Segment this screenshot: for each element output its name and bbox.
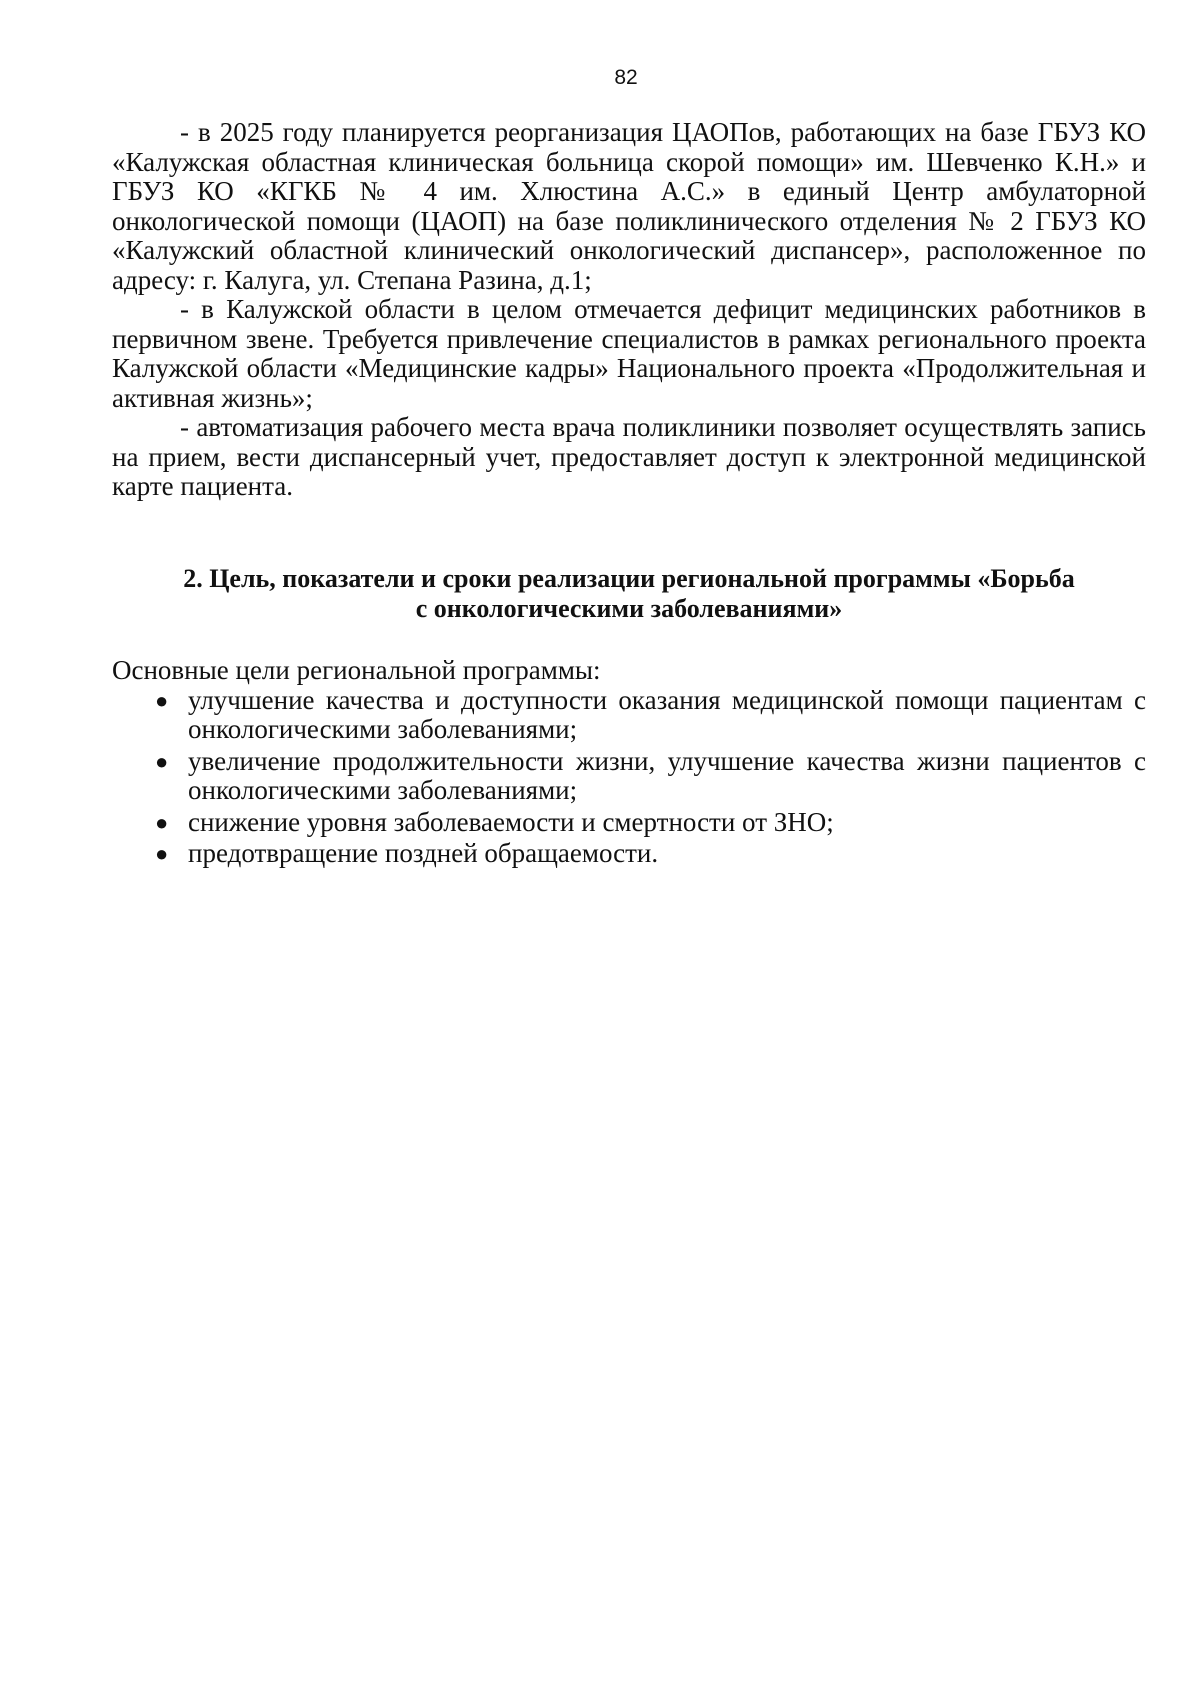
section-heading-line-1: 2. Цель, показатели и сроки реализации региональной программы «Борьба [183, 564, 1075, 593]
goals-block [112, 656, 1146, 871]
goal-text: улучшение качества и доступности оказания медицинской помощи пациентам с онкологическими заболеваниями; [188, 684, 1146, 744]
paragraph-reorganization: - в 2025 году планируется реорганизация ЦАОПов, работающих на базе ГБУЗ КО «Калужская областная клиническая больница скорой помощи» им. Шевченко К.Н.» и ГБУЗ КО «КГКБ № 4 им. Хлюстина А.С.» в единый Центр амбулаторной онкологической помощи (ЦАОП) на базе поликлинического отделения № 2 ГБУЗ КО «Калужский областной клинический онкологический диспансер», расположенное по адресу: г. Калуга, ул. Степана Разина, д.1; [112, 117, 1146, 295]
goals-list [112, 686, 1146, 869]
list-item [112, 808, 1146, 838]
bullet-icon: ● [155, 841, 169, 866]
list-item [112, 747, 1146, 806]
bullet-icon: ● [155, 748, 169, 774]
goal-text: увеличение продолжительности жизни, улучшение качества жизни пациентов с онкологическими заболеваниями; [188, 745, 1146, 805]
list-item [112, 686, 1146, 745]
section-heading-line-2: с онкологическими заболеваниями» [415, 594, 843, 623]
goal-text: предотвращение поздней обращаемости. [188, 838, 659, 868]
section-heading [112, 564, 1146, 624]
list-item [112, 839, 1146, 869]
page-number: 82 [614, 66, 638, 89]
paragraph-staff-shortage: - в Калужской области в целом отмечается дефицит медицинских работников в первичном звене. Требуется привлечение специалистов в рамках регионального проекта Калужской области «Медицинские кадры» Национального проекта «Продолжительная и активная жизнь»; [112, 294, 1146, 413]
bullet-icon: ● [155, 809, 169, 835]
bullet-icon: ● [155, 687, 169, 713]
goals-title: Основные цели региональной программы: [112, 655, 601, 685]
goal-text: снижение уровня заболеваемости и смертности от ЗНО; [188, 806, 834, 837]
intro-block [112, 118, 1146, 502]
paragraph-automation: - автоматизация рабочего места врача поликлиники позволяет осуществлять запись на прием, вести диспансерный учет, предоставляет доступ к электронной медицинской карте пациента. [112, 412, 1146, 501]
